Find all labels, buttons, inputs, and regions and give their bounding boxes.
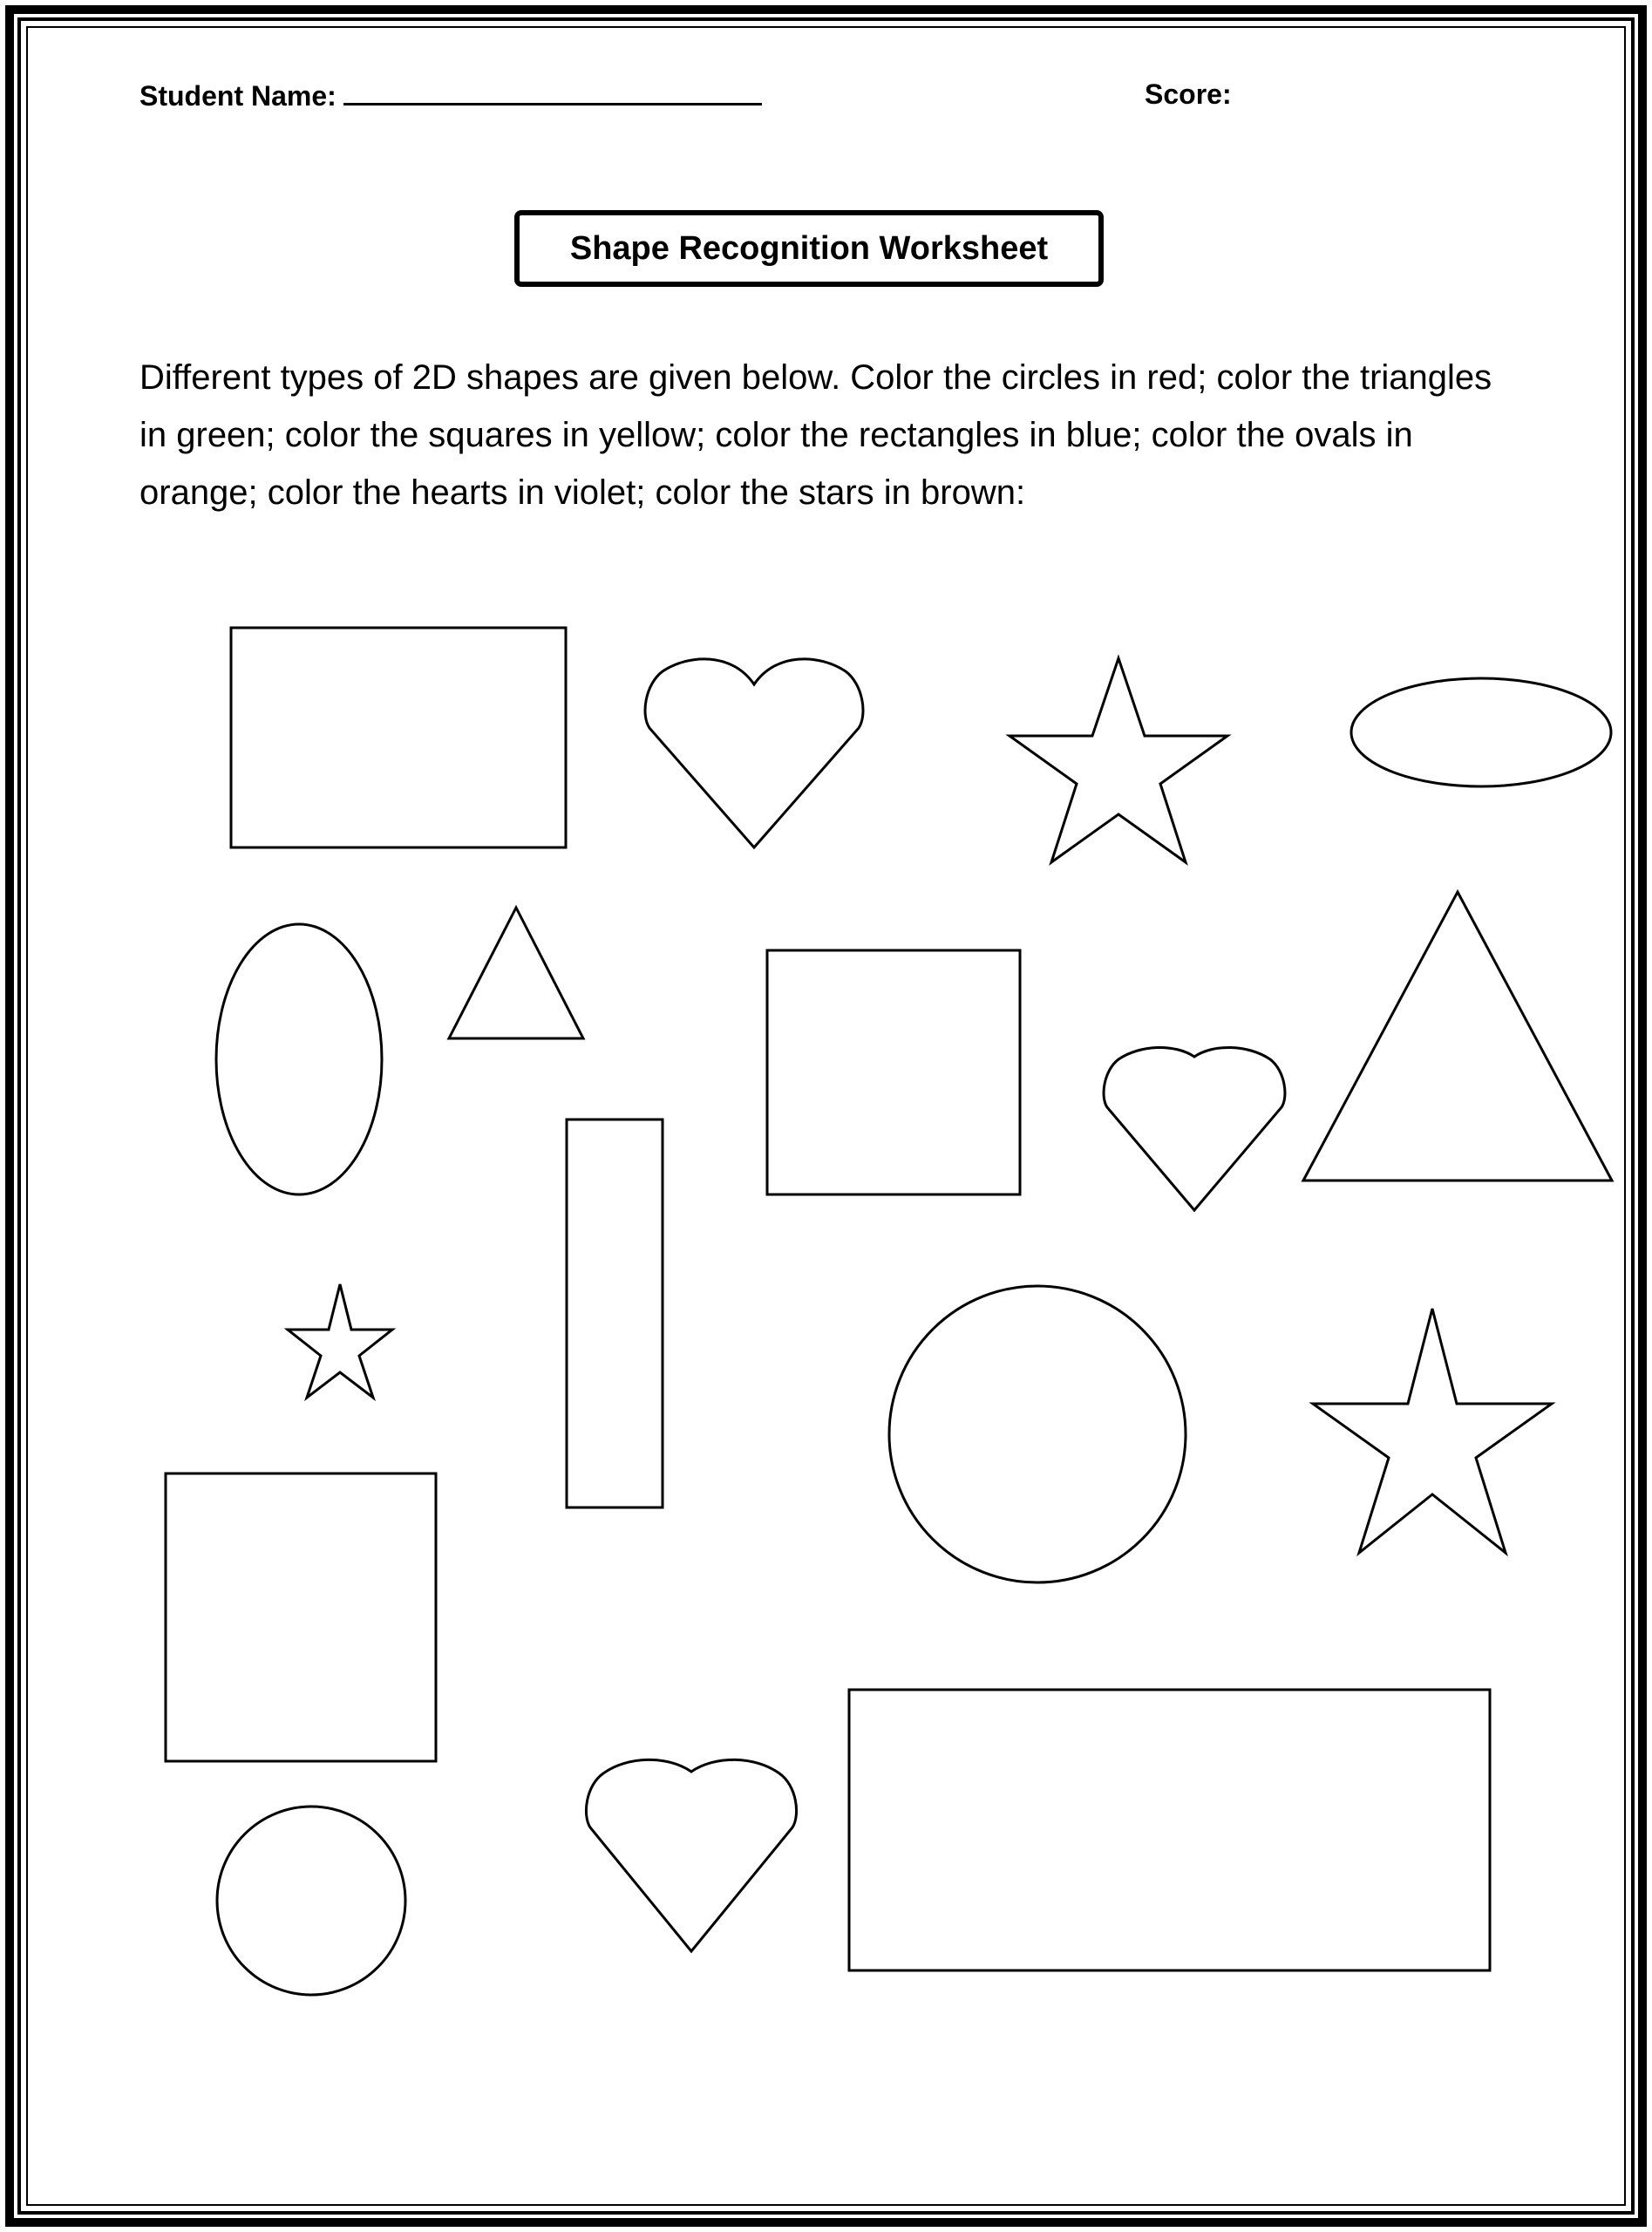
square-shape[interactable] xyxy=(767,950,1020,1194)
rectangle-shape[interactable] xyxy=(231,628,566,847)
oval-shape[interactable] xyxy=(1351,678,1611,786)
score-label: Score: xyxy=(1145,78,1232,110)
oval-shape[interactable] xyxy=(216,924,382,1194)
rectangle-shape[interactable] xyxy=(849,1690,1490,1970)
star-shape[interactable] xyxy=(288,1284,392,1398)
triangle-shape[interactable] xyxy=(1303,892,1612,1181)
star-shape[interactable] xyxy=(1313,1309,1552,1553)
instructions-text: Different types of 2D shapes are given below. Color the circles in red; color the triangles in green; color the squares in yellow; color the rectangles in blue; color the ovals in orange; color the hearts in violet; color the stars in brown: xyxy=(139,358,1492,512)
square-shape[interactable] xyxy=(166,1473,436,1761)
heart-shape[interactable] xyxy=(645,659,863,847)
rectangle-shape[interactable] xyxy=(567,1119,663,1507)
worksheet-title: Shape Recognition Worksheet xyxy=(514,210,1104,287)
star-shape[interactable] xyxy=(1010,658,1227,862)
heart-shape[interactable] xyxy=(586,1759,796,1951)
circle-shape[interactable] xyxy=(889,1286,1186,1582)
student-name-label: Student Name: xyxy=(139,80,337,112)
triangle-shape[interactable] xyxy=(449,908,583,1038)
circle-shape[interactable] xyxy=(217,1807,405,1995)
heart-shape[interactable] xyxy=(1104,1047,1285,1210)
